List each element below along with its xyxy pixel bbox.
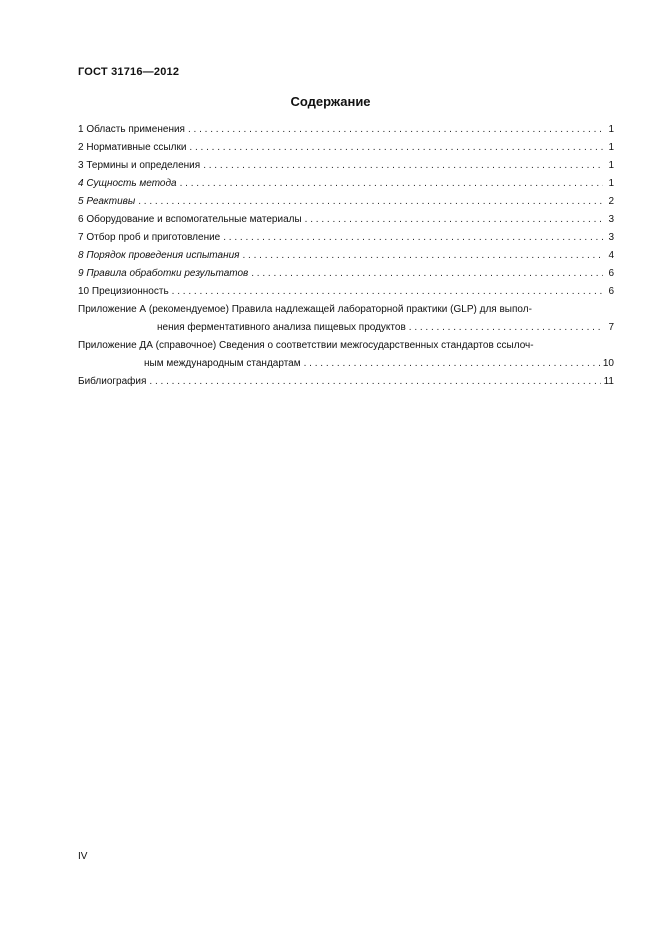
toc-entry-page: 4	[608, 250, 614, 261]
toc-leader-dots	[409, 319, 603, 337]
toc-leader-dots	[189, 139, 603, 157]
toc-entry-page: 6	[608, 268, 614, 279]
toc-entry-bibliography[interactable]	[78, 373, 614, 391]
toc-leader-dots	[304, 355, 600, 373]
toc-entry-page: 11	[603, 376, 614, 387]
page-number: IV	[78, 851, 88, 862]
toc-entry-reagents[interactable]	[78, 193, 614, 211]
toc-entry-label: 3 Термины и определения	[78, 160, 201, 171]
toc-entry-annex-a[interactable]	[78, 301, 614, 337]
toc-entry-label: Библиография	[78, 376, 147, 387]
toc-entry-scope[interactable]	[78, 121, 614, 139]
toc-entry-page: 6	[608, 286, 614, 297]
document-code: ГОСТ 31716—2012	[78, 66, 180, 78]
toc-entry-label: 4 Сущность метода	[78, 178, 177, 189]
toc-entry-page: 1	[608, 160, 614, 171]
toc-entry-label-continuation: нения ферментативного анализа пищевых продуктов	[157, 322, 406, 333]
toc-leader-dots	[138, 193, 603, 211]
toc-leader-dots	[188, 121, 603, 139]
toc-leader-dots	[149, 373, 600, 391]
toc-entry-page: 3	[608, 214, 614, 225]
toc-entry-page: 3	[608, 232, 614, 243]
toc-entry-label: 7 Отбор проб и приготовление	[78, 232, 221, 243]
toc-leader-dots	[223, 229, 603, 247]
toc-title: Содержание	[290, 94, 371, 109]
toc-leader-dots	[172, 283, 603, 301]
toc-entry-label: 2 Нормативные ссылки	[78, 142, 187, 153]
toc-entry-label: 9 Правила обработки результатов	[78, 268, 249, 279]
toc-entry-result-processing[interactable]	[78, 265, 614, 283]
toc-entry-page: 7	[608, 322, 614, 333]
toc-entry-terms[interactable]	[78, 157, 614, 175]
toc-entry-equipment[interactable]	[78, 211, 614, 229]
toc-entry-label: 6 Оборудование и вспомогательные материалы	[78, 214, 302, 225]
toc-entry-precision[interactable]	[78, 283, 614, 301]
toc-leader-dots	[242, 247, 603, 265]
toc-entry-test-procedure[interactable]	[78, 247, 614, 265]
toc-entry-label: 5 Реактивы	[78, 196, 136, 207]
toc-leader-dots	[251, 265, 603, 283]
toc-entry-page: 1	[608, 178, 614, 189]
toc-entry-page: 10	[602, 358, 614, 369]
toc-entry-page: 2	[608, 196, 614, 207]
toc-leader-dots	[203, 157, 603, 175]
toc-entry-page: 1	[608, 142, 614, 153]
toc-entry-label: 1 Область применения	[78, 124, 185, 135]
toc-entry-method-principle[interactable]	[78, 175, 614, 193]
toc-entry-label: Приложение А (рекомендуемое) Правила надлежащей лабораторной практики (GLP) для выпол-	[78, 304, 532, 315]
toc-entry-normative-references[interactable]	[78, 139, 614, 157]
toc-entry-label: 8 Порядок проведения испытания	[78, 250, 240, 261]
toc-entry-sampling[interactable]	[78, 229, 614, 247]
toc-entry-annex-da[interactable]	[78, 337, 614, 373]
toc-leader-dots	[305, 211, 603, 229]
toc-entry-page: 1	[608, 124, 614, 135]
toc-leader-dots	[180, 175, 603, 193]
toc-entry-label-continuation: ным международным стандартам	[144, 358, 301, 369]
toc-entry-label: Приложение ДА (справочное) Сведения о соответствии межгосударственных стандартов ссылоч-	[78, 340, 534, 351]
toc-entry-label: 10 Прецизионность	[78, 286, 169, 297]
table-of-contents	[78, 121, 614, 391]
